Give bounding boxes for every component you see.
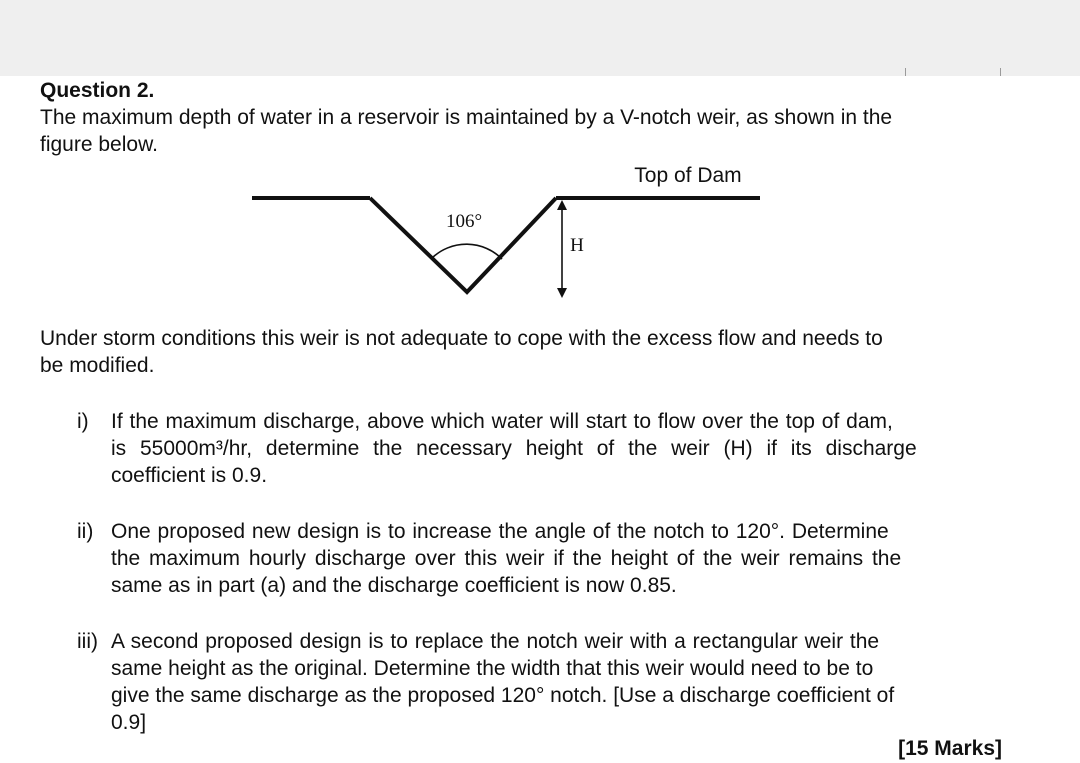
item-3-line-3: give the same discharge as the proposed 120° notch. [Use a discharge coefficient of xyxy=(111,684,895,707)
paragraph-line-1: Under storm conditions this weir is not adequate to cope with the excess flow and needs to xyxy=(40,327,883,350)
question-title: Question 2. xyxy=(40,79,155,102)
height-arrow-up xyxy=(557,200,567,210)
v-notch-weir-figure xyxy=(240,160,780,305)
page-corner-mark-right xyxy=(1000,68,1001,76)
item-2-line-3: same as in part (a) and the discharge coefficient is now 0.85. xyxy=(111,574,677,597)
item-1-number: i) xyxy=(77,410,89,433)
angle-arc xyxy=(432,244,502,259)
viewer-top-band xyxy=(0,0,1080,76)
page-corner-mark-left xyxy=(905,68,906,76)
item-1-line-3: coefficient is 0.9. xyxy=(111,464,268,487)
item-1-line-2: is 55000m³/hr, determine the necessary height of the weir (H) if its discharge xyxy=(111,437,917,460)
height-label: H xyxy=(570,235,584,256)
intro-line-1: The maximum depth of water in a reservoir is maintained by a V-notch weir, as shown in the xyxy=(40,106,893,129)
marks-label: [15 Marks] xyxy=(898,737,1002,760)
angle-label: 106° xyxy=(445,211,483,232)
top-of-dam-label: Top of Dam xyxy=(634,164,742,187)
height-arrow-down xyxy=(557,288,567,298)
item-3-number: iii) xyxy=(77,630,98,653)
item-1-line-1: If the maximum discharge, above which water will start to flow over the top of dam, xyxy=(111,410,893,433)
item-3-line-4: 0.9] xyxy=(111,711,147,734)
paragraph-line-2: be modified. xyxy=(40,354,155,377)
intro-line-2: figure below. xyxy=(40,133,158,156)
item-2-line-1: One proposed new design is to increase the angle of the notch to 120°. Determine xyxy=(111,520,889,543)
item-2-line-2: the maximum hourly discharge over this weir if the height of the weir remains the xyxy=(111,547,902,570)
item-2-number: ii) xyxy=(77,520,94,543)
v-notch-diagram xyxy=(240,160,780,305)
item-3-line-2: same height as the original. Determine the width that this weir would need to be to xyxy=(111,657,874,680)
item-3-line-1: A second proposed design is to replace the notch weir with a rectangular weir the xyxy=(111,630,880,653)
